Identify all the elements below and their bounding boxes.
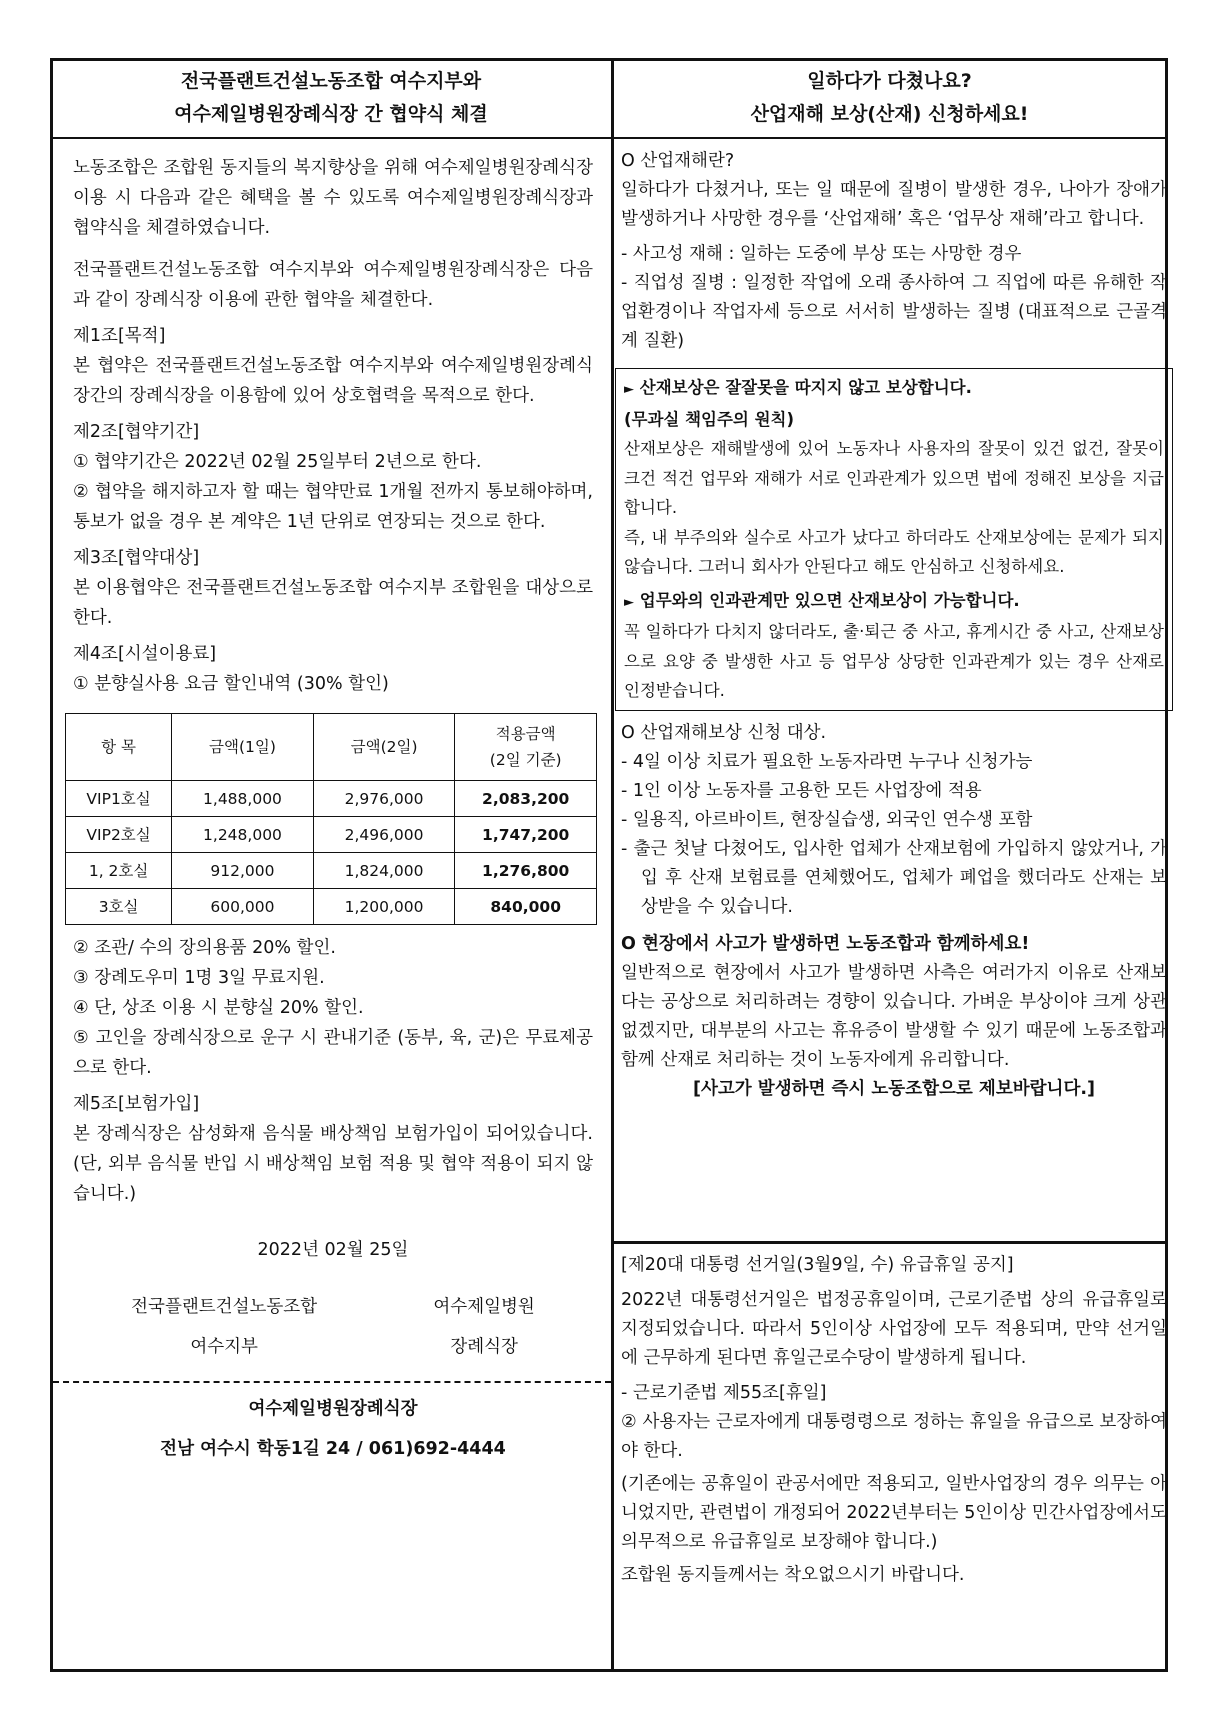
article5-body: 본 장례식장은 삼성화재 음식물 배상책임 보험가입이 되어있습니다. (단, 외부 음식물 반입 시 배상책임 보험 적용 및 협약 적용이 되지 않습니다.)	[73, 1124, 593, 1204]
section1-body: 일하다가 다쳤거나, 또는 일 때문에 질병이 발생한 경우, 나아가 장애가 발생하거나 사망한 경우를 ‘산업재해’ 혹은 ‘업무상 재해’라고 합니다.	[621, 180, 1167, 229]
table-cell: VIP1호실	[66, 781, 172, 817]
table-cell: 1,747,200	[455, 817, 597, 853]
th-fee-1day: 금액(1일)	[172, 714, 314, 781]
right-header-line1: 일하다가 다쳤나요?	[807, 70, 972, 92]
pointer-icon: ►	[624, 594, 634, 610]
article4-item2: ② 조관/ 수의 장의용품 20% 할인.	[73, 938, 336, 958]
preamble-paragraph: 전국플랜트건설노동조합 여수지부와 여수제일병원장례식장은 다음과 같이 장례식장 이용에 관한 협약을 체결한다.	[73, 260, 593, 310]
signatory-union-branch: 여수지부	[190, 1337, 258, 1357]
agreement-date: 2022년 02월 25일	[257, 1240, 409, 1260]
signatory-hall-name: 장례식장	[450, 1337, 518, 1357]
table-cell: 912,000	[172, 853, 314, 889]
th-applied-fee	[455, 714, 597, 781]
law-title: - 근로기준법 제55조[휴일]	[621, 1383, 827, 1403]
table-cell: 1,248,000	[172, 817, 314, 853]
box-paragraph1: 산재보상은 재해발생에 있어 노동자나 사용자의 잘못이 있건 없건, 잘못이 크건 적건 업무와 재해가 서로 인과관계가 있으면 법에 정해진 보상을 지급합니다.	[624, 439, 1164, 517]
left-header	[53, 65, 609, 135]
fee-table	[65, 713, 597, 925]
table-cell: 1,276,800	[455, 853, 597, 889]
section3-note: [사고가 발생하면 즉시 노동조합으로 제보바랍니다.]	[692, 1078, 1096, 1099]
column-divider	[611, 61, 614, 1669]
table-cell: 1,488,000	[172, 781, 314, 817]
table-cell: 600,000	[172, 889, 314, 925]
intro-paragraph: 노동조합은 조합원 동지들의 복지향상을 위해 여수제일병원장례식장 이용 시 다음과 같은 혜택을 볼 수 있도록 여수제일병원장례식장과 협약식을 체결하였습니다.	[73, 158, 593, 238]
right-header	[614, 65, 1165, 135]
table-row	[66, 853, 597, 889]
law-body: ② 사용자는 근로자에게 대통령령으로 정하는 휴일을 유급으로 보장하여야 한다.	[621, 1412, 1167, 1461]
section1-title: O 산업재해란?	[621, 151, 735, 171]
notice-divider	[614, 1241, 1165, 1244]
article4-item1: ① 분향실사용 요금 할인내역 (30% 할인)	[73, 674, 389, 694]
table-cell: 1, 2호실	[66, 853, 172, 889]
section2-item3: - 일용직, 아르바이트, 현장실습생, 외국인 연수생 포함	[621, 809, 1033, 830]
table-row	[66, 781, 597, 817]
box-heading2-text: 업무와의 인과관계만 있으면 산재보상이 가능합니다.	[639, 590, 1020, 610]
section3-body: 일반적으로 현장에서 사고가 발생하면 사측은 여러가지 이유로 산재보다는 공상으로 처리하려는 경향이 있습니다. 가벼운 부상이야 크게 상관없겠지만, 대부분의 사고는 휴유증이 발생할 수 있기 때문에 노동조합과 함께 산재로 처리하는 것이 노동자에게 유리합니다.	[621, 962, 1167, 1070]
section3-title: O 현장에서 사고가 발생하면 노동조합과 함께하세요!	[621, 933, 1030, 954]
box-heading1-text: 산재보상은 잘잘못을 따지지 않고 보상합니다.	[639, 378, 972, 397]
article4-item4: ④ 단, 상조 이용 시 분향실 20% 할인.	[73, 998, 364, 1018]
article3-title: 제3조[협약대상]	[73, 548, 200, 568]
section1-item2: - 직업성 질병 : 일정한 작업에 오래 종사하여 그 직업에 따른 유해한 작업환경이나 작업자세 등으로 서서히 발생하는 질병 (대표적으로 근골격계 질환)	[621, 273, 1167, 351]
table-cell: VIP2호실	[66, 817, 172, 853]
dashed-divider	[53, 1381, 611, 1383]
footer-address: 전남 여수시 학동1길 24 / 061)692-4444	[160, 1439, 506, 1459]
th-applied-label: 적용금액	[495, 725, 556, 743]
article4-item3: ③ 장례도우미 1명 3일 무료지원.	[73, 968, 325, 988]
table-cell: 3호실	[66, 889, 172, 925]
table-cell: 2,083,200	[455, 781, 597, 817]
section1-item1: - 사고성 재해 : 일하는 도중에 부상 또는 사망한 경우	[621, 244, 1022, 264]
table-cell: 2,976,000	[313, 781, 455, 817]
table-row	[66, 889, 597, 925]
article3-body: 본 이용협약은 전국플랜트건설노동조합 여수지부 조합원을 대상으로 한다.	[73, 578, 593, 628]
box-paragraph3: 꼭 일하다가 다치지 않더라도, 출·퇴근 중 사고, 휴게시간 중 사고, 산재보상으로 요양 중 발생한 사고 등 업무상 상당한 인과관계가 있는 경우 산재로 인정받습니다.	[624, 622, 1164, 700]
box-heading1-sub: (무과실 책임주의 원칙)	[624, 409, 795, 429]
article2-item2: ② 협약을 해지하고자 할 때는 협약만료 1개월 전까지 통보해야하며, 통보가 없을 경우 본 계약은 1년 단위로 연장되는 것으로 한다.	[73, 482, 593, 532]
table-cell: 840,000	[455, 889, 597, 925]
table-row	[66, 817, 597, 853]
section2-item1: - 4일 이상 치료가 필요한 노동자라면 누구나 신청가능	[621, 751, 1033, 772]
info-box	[615, 368, 1173, 711]
article1-body: 본 협약은 전국플랜트건설노동조합 여수지부와 여수제일병원장례식장간의 장례식장을 이용함에 있어 상호협력을 목적으로 한다.	[73, 356, 593, 406]
left-header-line2: 여수제일병원장례식장 간 협약식 체결	[174, 103, 488, 125]
signatories	[73, 1287, 593, 1367]
article4-item5: ⑤ 고인을 장례식장으로 운구 시 관내기준 (동부, 육, 군)은 무료제공으로 한다.	[73, 1028, 593, 1078]
section2-title: O 산업재해보상 신청 대상.	[621, 722, 827, 743]
table-cell: 2,496,000	[313, 817, 455, 853]
footer-name: 여수제일병원장례식장	[248, 1399, 418, 1419]
table-cell: 1,200,000	[313, 889, 455, 925]
left-header-line1: 전국플랜트건설노동조합 여수지부와	[180, 70, 482, 92]
closing-text: 조합원 동지들께서는 착오없으시기 바랍니다.	[621, 1565, 965, 1585]
table-header-row	[66, 714, 597, 781]
section2-item2: - 1인 이상 노동자를 고용한 모든 사업장에 적용	[621, 780, 982, 801]
right-header-line2: 산업재해 보상(산재) 신청하세요!	[750, 103, 1029, 125]
th-applied-basis: (2일 기준)	[489, 751, 562, 769]
signatory-funeral-hall	[433, 1287, 534, 1367]
article2-item1: ① 협약기간은 2022년 02월 25일부터 2년으로 한다.	[73, 452, 482, 472]
article2-title: 제2조[협약기간]	[73, 422, 200, 442]
th-fee-2day: 금액(2일)	[313, 714, 455, 781]
article1-title: 제1조[목적]	[73, 326, 166, 346]
box-heading1	[624, 373, 1164, 405]
left-column	[73, 141, 593, 1469]
footer-contact	[73, 1389, 593, 1469]
table-cell: 1,824,000	[313, 853, 455, 889]
signatory-union	[131, 1287, 317, 1367]
signatory-union-name: 전국플랜트건설노동조합	[131, 1297, 318, 1317]
notice-section	[621, 1251, 1167, 1590]
box-heading2	[624, 586, 1164, 618]
article4-title: 제4조[시설이용료]	[73, 644, 217, 664]
section2-item4: - 출근 첫날 다쳤어도, 입사한 업체가 산재보험에 가입하지 않았거나, 가입 후 산재 보험료를 연체했어도, 업체가 폐업을 했더라도 산재는 보상받을 수 있습니다.	[621, 838, 1167, 917]
notice-body: 2022년 대통령선거일은 법정공휴일이며, 근로기준법 상의 유급휴일로 지정되었습니다. 따라서 5인이상 사업장에 모두 적용되며, 만약 선거일에 근무하게 된다면 휴일근로수당이 발생하게 됩니다.	[621, 1290, 1167, 1368]
signatory-hospital-name: 여수제일병원	[433, 1297, 535, 1317]
article5-title: 제5조[보험가입]	[73, 1094, 200, 1114]
law-note: (기존에는 공휴일이 관공서에만 적용되고, 일반사업장의 경우 의무는 아니었지만, 관련법이 개정되어 2022년부터는 5인이상 민간사업장에서도 의무적으로 유급휴일로 보장해야 합니다.)	[621, 1474, 1167, 1552]
box-paragraph2: 즉, 내 부주의와 실수로 사고가 났다고 하더라도 산재보상에는 문제가 되지 않습니다. 그러니 회사가 안된다고 해도 안심하고 신청하세요.	[624, 527, 1164, 576]
header-rule	[53, 137, 1165, 139]
notice-title: [제20대 대통령 선거일(3월9일, 수) 유급휴일 공지]	[621, 1255, 1014, 1275]
right-column	[621, 141, 1167, 1104]
newsletter-frame	[50, 58, 1168, 1672]
th-item: 항 목	[66, 714, 172, 781]
pointer-icon: ►	[624, 382, 634, 397]
